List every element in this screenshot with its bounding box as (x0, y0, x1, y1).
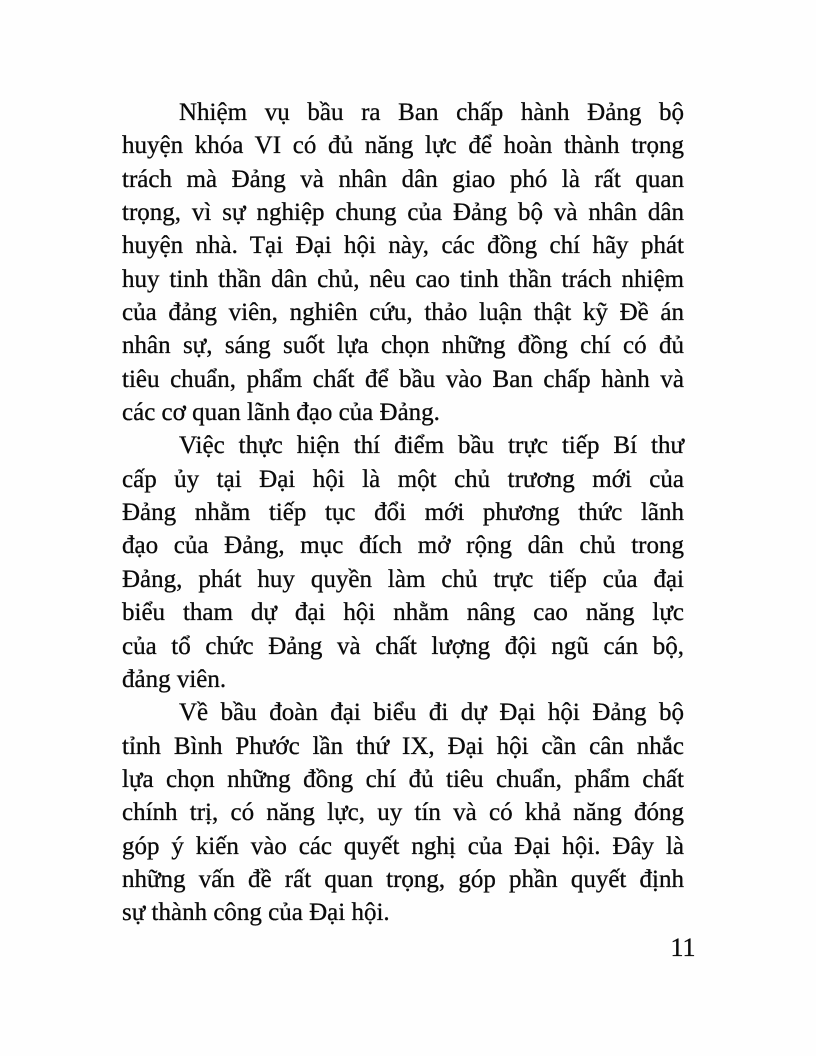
paragraph (122, 96, 684, 429)
text-line: cấp ủy tại Đại hội là một chủ trương mới của (122, 465, 684, 493)
paragraph (122, 429, 684, 696)
text-line: chính trị, có năng lực, uy tín và có khả năng đóng (122, 799, 684, 827)
text-line: huy tinh thần dân chủ, nêu cao tinh thần trách nhiệm (122, 265, 684, 293)
page-number: 11 (670, 933, 696, 962)
text-line: biểu tham dự đại hội nhằm nâng cao năng lực (122, 599, 684, 627)
text-line: Việc thực hiện thí điểm bầu trực tiếp Bí thư (179, 432, 684, 460)
text-line: đạo của Đảng, mục đích mở rộng dân chủ trong (122, 532, 684, 560)
text-line: Đảng nhằm tiếp tục đổi mới phương thức lãnh (122, 499, 684, 527)
text-line: tiêu chuẩn, phẩm chất để bầu vào Ban chấp hành và (122, 365, 684, 393)
text-line: sự thành công của Đại hội. (122, 899, 390, 927)
text-line: của đảng viên, nghiên cứu, thảo luận thật kỹ Đề án (122, 299, 684, 327)
text-line: huyện nhà. Tại Đại hội này, các đồng chí hãy phát (122, 232, 684, 260)
text-line: trách mà Đảng và nhân dân giao phó là rất quan (122, 165, 684, 193)
text-line: nhân sự, sáng suốt lựa chọn những đồng chí có đủ (122, 332, 684, 360)
text-line: trọng, vì sự nghiệp chung của Đảng bộ và nhân dân (122, 199, 684, 227)
text-line: những vấn đề rất quan trọng, góp phần quyết định (122, 865, 684, 893)
text-line: Nhiệm vụ bầu ra Ban chấp hành Đảng bộ (179, 99, 684, 126)
paragraph (122, 696, 684, 929)
text-line: của tổ chức Đảng và chất lượng đội ngũ cán bộ, (122, 632, 684, 660)
text-line: góp ý kiến vào các quyết nghị của Đại hội. Đây là (122, 832, 684, 860)
text-line: Đảng, phát huy quyền làm chủ trực tiếp của đại (122, 565, 684, 593)
text-line: tỉnh Bình Phước lần thứ IX, Đại hội cần cân nhắc (122, 732, 684, 760)
text-line: Về bầu đoàn đại biểu đi dự Đại hội Đảng bộ (179, 699, 684, 727)
text-line: đảng viên. (122, 665, 227, 693)
text-line: huyện khóa VI có đủ năng lực để hoàn thành trọng (122, 132, 684, 160)
text-line: lựa chọn những đồng chí đủ tiêu chuẩn, phẩm chất (122, 765, 684, 793)
text-block (122, 96, 684, 930)
text-line: các cơ quan lãnh đạo của Đảng. (122, 399, 440, 427)
